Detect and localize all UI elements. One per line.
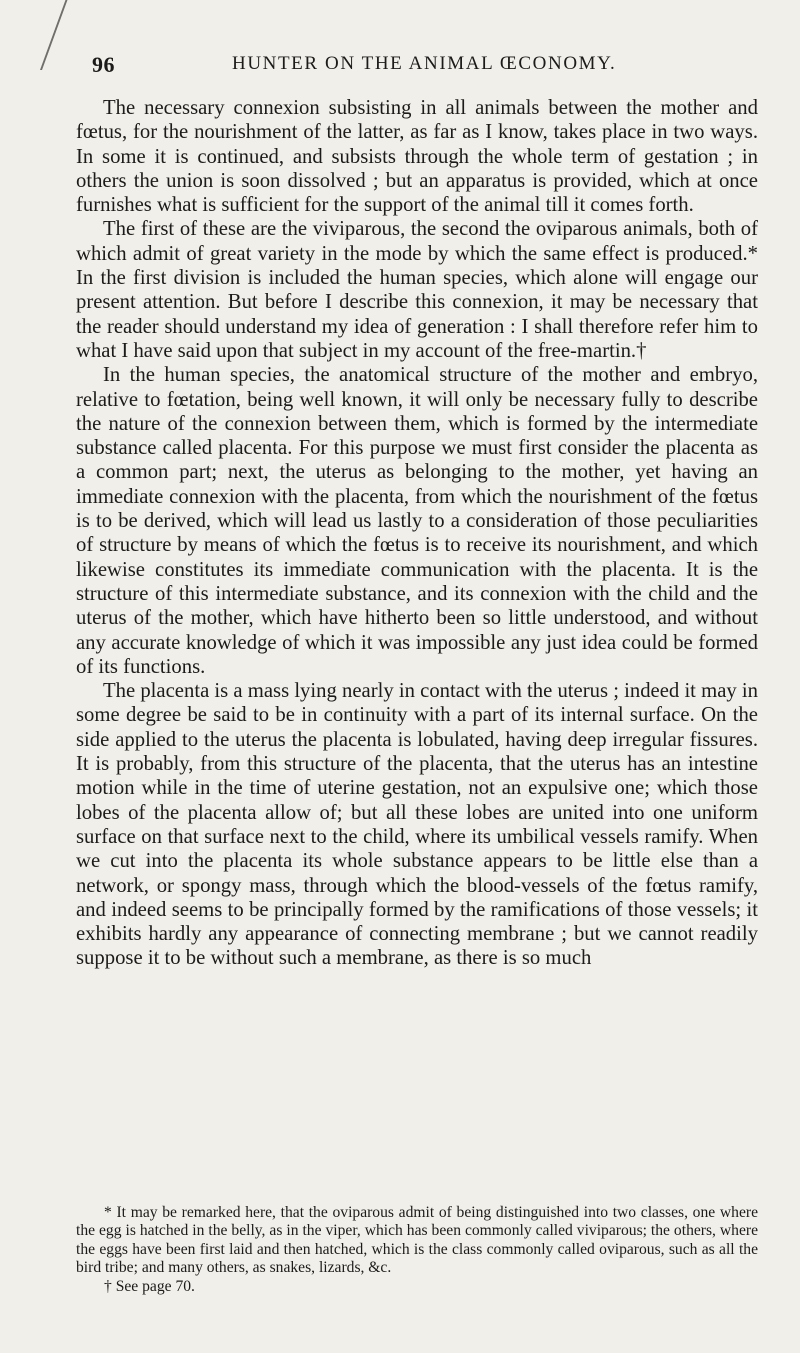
paragraph: The first of these are the viviparous, the second the oviparous animals, both of which admit of great variety in the mode by which the same effect is produced.* In the first division is included the human species, which alone will engage our present attention. But before I describe this connexion, it may be necessary that the reader should understand my idea of generation : I shall therefore refer him to what I have said upon that subject in my account of the free-martin.† <box>76 218 758 362</box>
page-header <box>92 52 742 82</box>
footnote: † See page 70. <box>104 1277 195 1295</box>
paragraph: The necessary connexion subsisting in all animals between the mother and fœtus, for the nourishment of the latter, as far as I know, takes place in two ways. In some it is continued, and subsists through the whole term of gestation ; in others the union is soon dissolved ; but an apparatus is provided, which at once furnishes what is sufficient for the support of the animal till it comes forth. <box>76 97 758 217</box>
running-head: HUNTER ON THE ANIMAL ŒCONOMY. <box>232 53 617 74</box>
page-number: 96 <box>92 52 115 77</box>
paragraph: The placenta is a mass lying nearly in contact with the uterus ; indeed it may in some degree be said to be in continuity with a part of its internal surface. On the side applied to the uterus the placenta is lobulated, having deep irregular fissures. It is probably, from this structure of the placenta, that the uterus has an intestine motion while in the time of uterine gestation, not an expulsive one; which those lobes of the placenta allow of; but all these lobes are united into one uniform surface on that surface next to the child, where its umbilical vessels ramify. When we cut into the placenta its whole substance appears to be little else than a network, or spongy mass, through which the blood-vessels of the fœtus ramify, and indeed seems to be principally formed by the ramifications of those vessels; it exhibits hardly any appearance of connecting membrane ; but we cannot readily suppose it to be without such a membrane, as there is so much <box>76 680 758 970</box>
footnote: * It may be remarked here, that the oviparous admit of being distinguished into two classes, one where the egg is hatched in the belly, as in the viper, which has been commonly called viviparous; the others, where the eggs have been first laid and then hatched, which is the class commonly called oviparous, such as all the bird tribe; and many others, as snakes, lizards, &c. <box>76 1204 758 1277</box>
footnotes <box>76 1204 758 1296</box>
paragraph: In the human species, the anatomical structure of the mother and embryo, relative to fœtation, being well known, it will only be necessary fully to describe the nature of the connexion between them, which is formed by the intermediate substance called placenta. For this purpose we must first consider the placenta as a common part; next, the uterus as belonging to the mother, yet having an immediate connexion with the placenta, from which the nourishment of the fœtus is to be derived, which will lead us lastly to a consideration of those peculiarities of structure by means of which the fœtus is to receive its nourishment, and which likewise constitutes its immediate communication with the placenta. It is the structure of this intermediate substance, and its connexion with the child and the uterus of the mother, which have hitherto been so little understood, and without any accurate knowledge of which it was impossible any just idea could be formed of its functions. <box>76 364 758 678</box>
page-edge-mark <box>0 0 67 70</box>
body-text <box>76 96 758 971</box>
